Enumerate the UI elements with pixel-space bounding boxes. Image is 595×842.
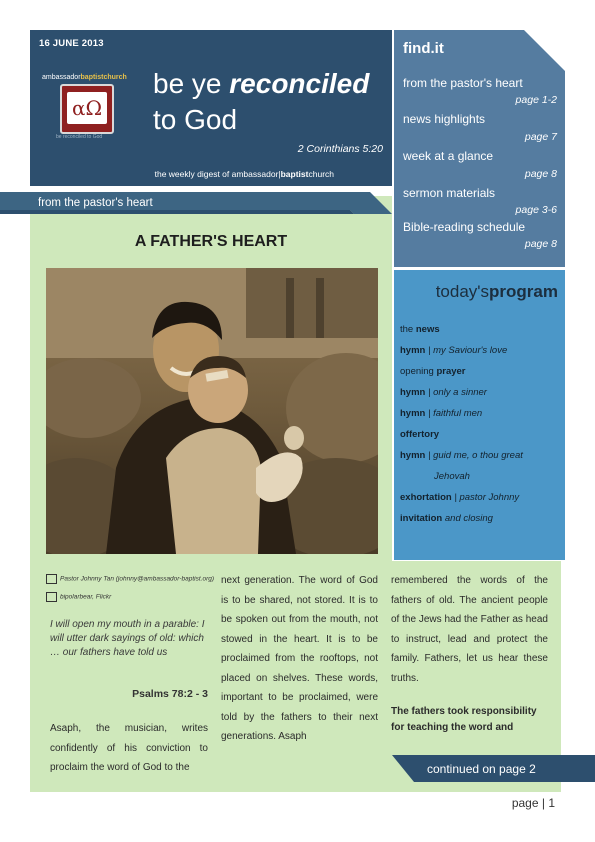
digest-bold: baptist <box>280 169 309 179</box>
scripture-quote-reference: Psalms 78:2 - 3 <box>132 688 208 700</box>
page-number-value: 1 <box>548 796 555 810</box>
program-item: opening prayer <box>400 366 466 377</box>
logo-tagline: be reconciled to God <box>56 134 103 140</box>
verse-reference: 2 Corinthians 5:20 <box>297 143 383 155</box>
program-item: hymn | only a sinner <box>400 387 487 398</box>
camera-icon <box>46 592 57 602</box>
program-item: Jehovah <box>434 471 470 482</box>
digest-subtitle <box>155 169 334 179</box>
photo-credit <box>46 592 111 602</box>
issue-date: 16 JUNE 2013 <box>39 38 104 49</box>
masthead <box>30 30 392 186</box>
scripture-quote: I will open my mouth in a parable: I will utter dark sayings of old: which … our fathers have told us <box>50 619 205 658</box>
author-credit <box>46 574 214 584</box>
continued-link[interactable]: continued on page 2 <box>427 762 536 776</box>
father-and-child-photo <box>46 268 378 554</box>
find-item-news-highlights[interactable]: news highlights <box>403 112 486 126</box>
photo-credit-text: bipolarbear, Flickr <box>60 593 112 601</box>
article-column-3: remembered the words of the fathers of old. The ancient people of the Jews had the Father as head to instruct, lead and protect the family. Fathers, let us hear these truths. <box>391 575 548 684</box>
masthead-title-line2: to God <box>153 104 238 135</box>
logo-name-prefix: ambassador <box>42 74 81 81</box>
title-prefix: be ye <box>153 68 230 99</box>
program-title <box>436 282 558 302</box>
find-item-week-at-a-glance[interactable]: week at a glance <box>403 149 494 163</box>
program-item: exhortation | pastor Johnny <box>400 492 520 503</box>
church-logo-name <box>42 74 127 81</box>
alpha-omega-icon: αΩ <box>67 92 107 124</box>
find-page-news-highlights: page 7 <box>524 131 557 143</box>
digest-prefix: the weekly digest of ambassador| <box>154 169 281 179</box>
find-page-sermon-materials: page 3-6 <box>515 204 557 216</box>
program-item: offertory <box>400 429 440 440</box>
logo-name-bold: baptistchurch <box>80 74 127 81</box>
program-item: hymn | faithful men <box>400 408 483 419</box>
masthead-title <box>153 68 369 100</box>
program-item: invitation and closing <box>400 513 493 524</box>
find-it-title: find.it <box>403 40 444 57</box>
find-page-pastors-heart: page 1-2 <box>515 94 557 106</box>
church-logo <box>60 84 114 134</box>
article-column-2: next generation. The word of God is to be shared, not stored. It is to be spoken out from the mouth, not stowed in the heart. It is to be proclaimed from the rooftops, not placed on shelves. These words, important to be proclaimed, were told by the fathers to their next generations. Asaph <box>221 575 378 742</box>
todays-program-panel <box>394 270 565 560</box>
article-subheading: The fathers took responsibility for teaching the word and <box>391 706 537 733</box>
author-credit-text: Pastor Johnny Tan (johnny@ambassador-baptist.org) <box>60 575 215 583</box>
page-number: page | 1 <box>511 796 555 810</box>
find-item-bible-reading[interactable]: Bible-reading schedule <box>403 220 526 234</box>
pen-icon <box>46 574 57 584</box>
article-title: A FATHER'S HEART <box>134 233 288 250</box>
page-label: page <box>511 796 539 810</box>
program-title-bold: program <box>489 282 558 301</box>
program-item: hymn | my Saviour's love <box>400 345 508 356</box>
find-page-bible-reading: page 8 <box>524 238 557 250</box>
program-item: the news <box>400 324 440 335</box>
program-item: hymn | guid me, o thou great <box>400 450 523 461</box>
digest-suffix: church <box>308 169 334 179</box>
section-label: from the pastor's heart <box>38 197 153 209</box>
title-emphasis: reconciled <box>229 68 370 99</box>
program-title-prefix: today's <box>435 282 490 301</box>
find-page-week-at-a-glance: page 8 <box>524 168 557 180</box>
find-item-sermon-materials[interactable]: sermon materials <box>403 186 496 200</box>
find-item-pastors-heart[interactable]: from the pastor's heart <box>403 76 523 90</box>
find-it-panel <box>394 30 565 267</box>
article-column-1: Asaph, the musician, writes confidently of his conviction to proclaim the word of God to the <box>50 723 208 773</box>
